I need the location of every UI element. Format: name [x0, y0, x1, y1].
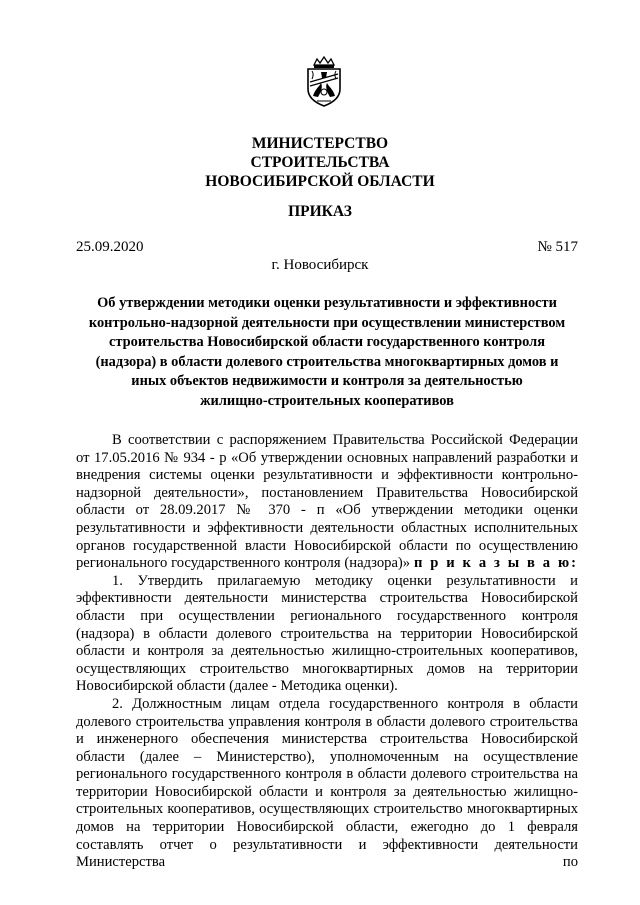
ministry-name: [0, 134, 640, 191]
subject-line: жилищно-строительных кооперативов: [200, 392, 454, 409]
ministry-line: СТРОИТЕЛЬСТВА: [250, 154, 390, 171]
subject-line: Об утверждении методики оценки результативности и эффективности: [97, 295, 557, 311]
subject-line: контрольно-надзорной деятельности при осуществлении министерством: [88, 314, 566, 331]
subject-line: иных объектов недвижимости и контроля за деятельностью: [131, 373, 523, 390]
document-type: ПРИКАЗ: [288, 203, 352, 220]
ministry-line: НОВОСИБИРСКОЙ ОБЛАСТИ: [205, 173, 435, 190]
item-2-paragraph: 2. Должностным лицам отдела государственного контроля в области долевого строительства управления контроля в области долевого строительства и инженерного обеспечения министерства строительства Новосибирской области (далее – Министерство), уполномоченным на осуществление регионального государственного контроля в области долевого строительства на территории Новосибирской области и контроля за деятельностью жилищно-строительных кооперативов, осуществляющих строительство многоквартирных домов на территории Новосибирской области, ежегодно до 1 февраля составлять отчет о результативности и эффективности деятельности Министерства по: [76, 695, 578, 871]
document-city: г. Новосибирск: [271, 257, 369, 273]
preamble-paragraph: [76, 432, 578, 573]
item-1-paragraph: 1. Утвердить прилагаемую методику оценки результативности и эффективности деятельности министерства строительства Новосибирской области при осуществлении регионального государственного контроля (надзора) в области долевого строительства на территории Новосибирской области и контроля за деятельностью жилищно-строительных кооперативов, осуществляющих строительство многоквартирных домов на территории Новосибирской области (далее - Методика оценки).: [76, 572, 578, 695]
document-date: 25.09.2020: [76, 239, 144, 255]
order-word: п р и к а з ы в а ю:: [413, 555, 578, 572]
document-number: № 517: [537, 239, 578, 255]
document-body: [76, 432, 578, 872]
document-subject: [76, 294, 578, 412]
subject-line: строительства Новосибирской области государственного контроля: [109, 334, 545, 351]
novosibirsk-coat-of-arms-icon: [303, 56, 345, 108]
subject-line: (надзора) в области долевого строительства многоквартирных домов и: [95, 353, 559, 370]
preamble-text: В соответствии с распоряжением Правительства Российской Федерации от 17.05.2016 № 934 - р «Об утверждении основных направлений разработки и внедрения системы оценки результативности и эффективности контрольно-надзорной деятельности», постановлением Правительства Новосибирской области от 28.09.2017 № 370 - п «Об утверждении методики оценки результативности и эффективности деятельности областных исполнительных органов государственной власти Новосибирской области по осуществлению регионального государственного контроля (надзора)»: [76, 432, 578, 572]
ministry-line: МИНИСТЕРСТВО: [251, 135, 389, 152]
